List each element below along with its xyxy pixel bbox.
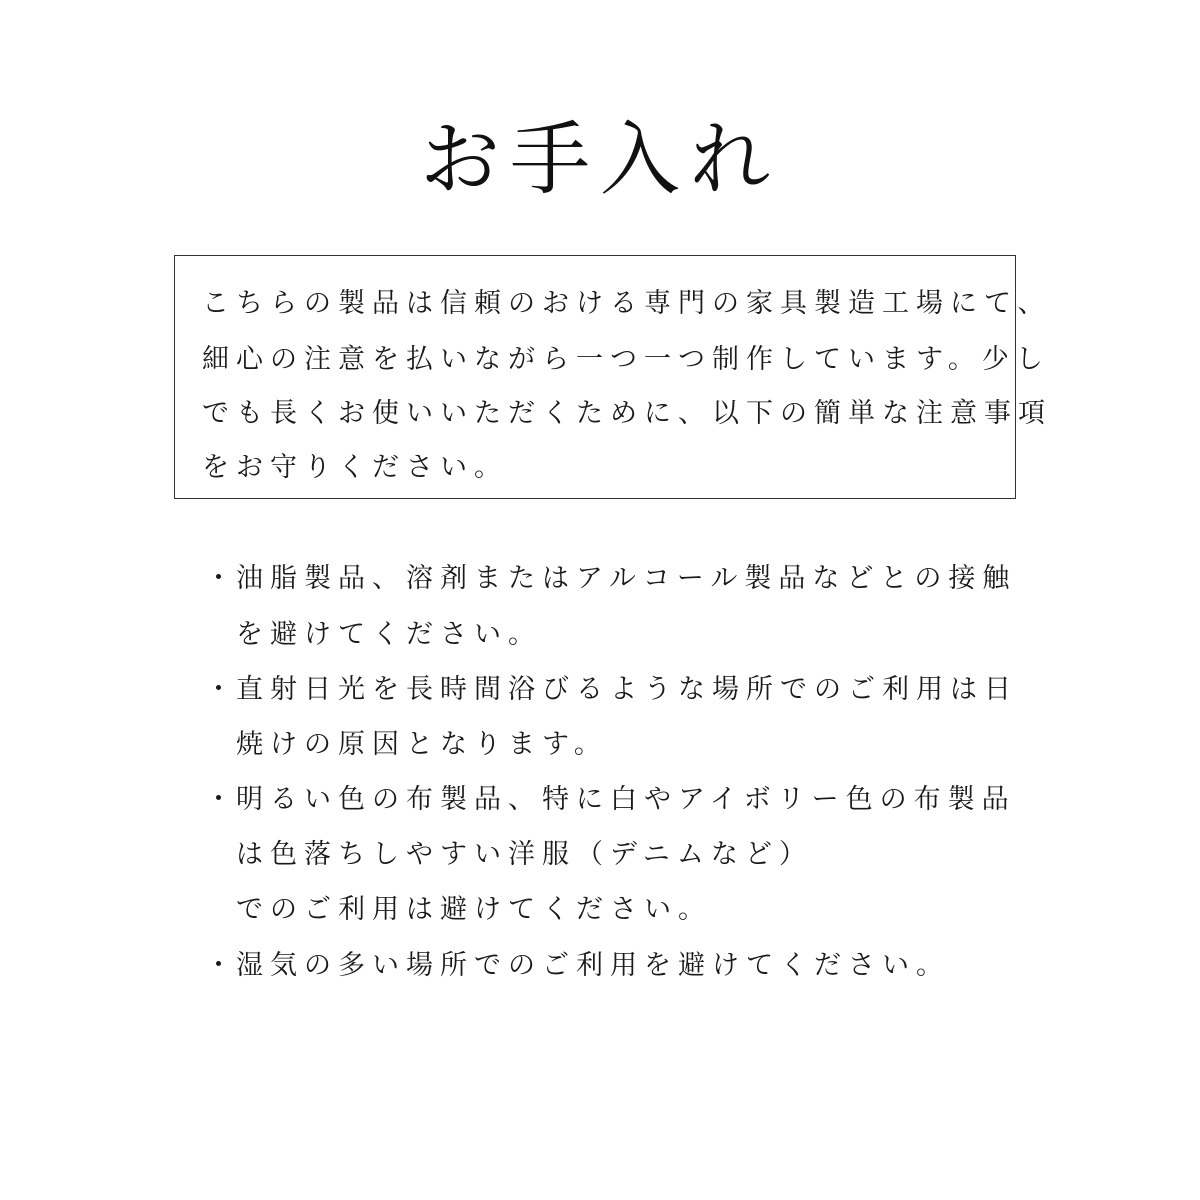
intro-line: こちらの製品は信頼のおける専門の家具製造工場にて、: [202, 288, 1052, 319]
note-line: は色落ちしやすい洋服（デニムなど）: [236, 839, 813, 870]
bullet-icon: ・: [205, 563, 232, 594]
intro-line: 細心の注意を払いながら一つ一つ制作しています。少し: [202, 344, 1050, 375]
note-line: 油脂製品、溶剤またはアルコール製品などとの接触: [236, 563, 1017, 594]
intro-line: をお守りください。: [202, 452, 508, 483]
bullet-icon: ・: [205, 784, 232, 815]
bullet-icon: ・: [205, 674, 232, 705]
bullet-icon: ・: [205, 950, 232, 981]
intro-line: でも長くお使いいただくために、以下の簡単な注意事項: [202, 398, 1052, 429]
page-title: お手入れ: [420, 113, 780, 206]
note-line: 焼けの原因となります。: [236, 729, 608, 760]
note-line: を避けてください。: [236, 619, 542, 650]
note-line: 直射日光を長時間浴びるような場所でのご利用は日: [236, 674, 1018, 705]
intro-box: [174, 255, 1052, 499]
note-line: 湿気の多い場所でのご利用を避けてください。: [236, 950, 950, 981]
note-line: でのご利用は避けてください。: [236, 894, 712, 925]
note-line: 明るい色の布製品、特に白やアイボリー色の布製品: [236, 784, 1016, 815]
